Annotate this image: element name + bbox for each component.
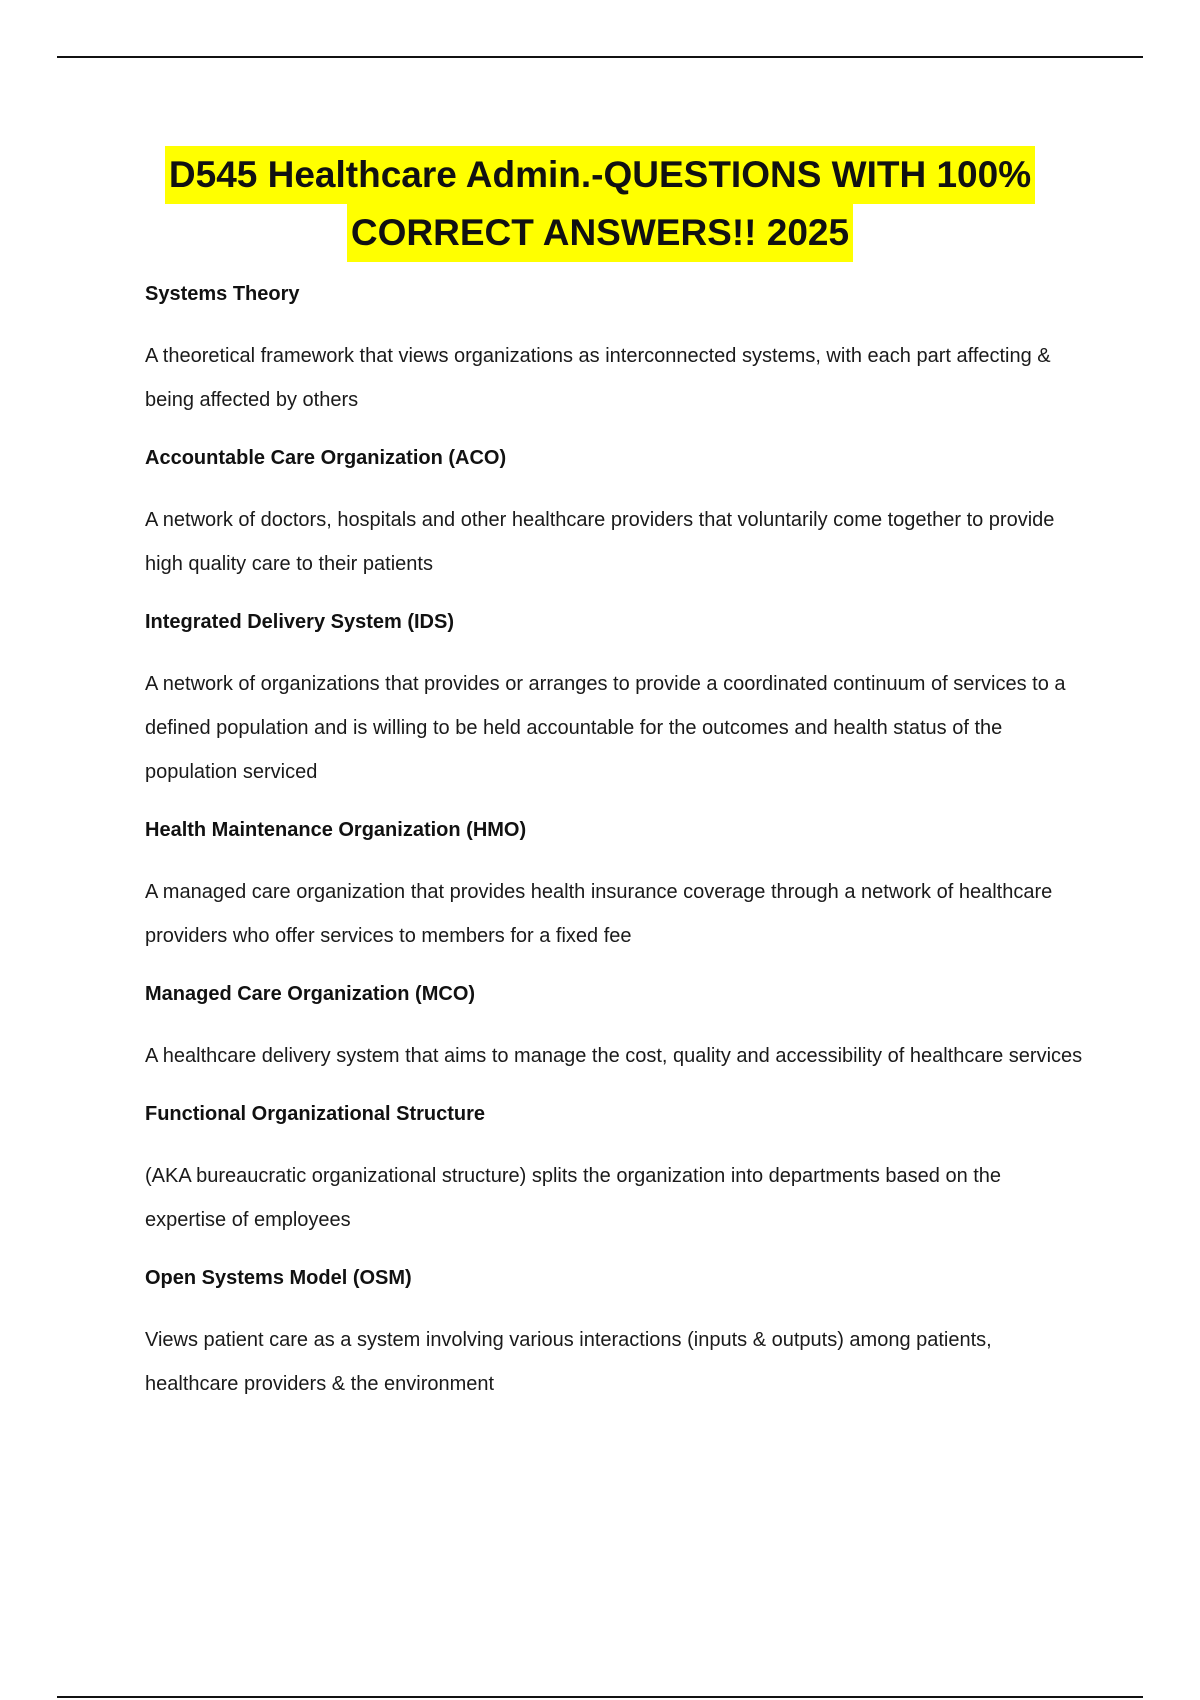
entry-hmo	[145, 810, 1085, 958]
header-rule	[57, 56, 1143, 58]
entry-aco	[145, 438, 1085, 586]
term-definition: (AKA bureaucratic organizational structure) splits the organization into departments based on the expertise of employees	[145, 1165, 1002, 1231]
title-line-2: CORRECT ANSWERS!! 2025	[347, 204, 853, 262]
term-definition: A theoretical framework that views organizations as interconnected systems, with each part affecting & being affected by others	[145, 345, 1051, 411]
term-heading: Integrated Delivery System (IDS)	[145, 611, 454, 633]
term-heading: Functional Organizational Structure	[145, 1103, 486, 1125]
title-line-1: D545 Healthcare Admin.-QUESTIONS WITH 100%	[165, 146, 1035, 204]
flashcard-list	[145, 274, 1085, 1422]
entry-ids	[145, 602, 1085, 794]
term-definition: A healthcare delivery system that aims to manage the cost, quality and accessibility of healthcare services	[145, 1045, 1083, 1067]
entry-osm	[145, 1258, 1085, 1406]
term-definition: A network of doctors, hospitals and other healthcare providers that voluntarily come together to provide high quality care to their patients	[145, 509, 1055, 575]
term-heading: Open Systems Model (OSM)	[145, 1267, 412, 1289]
entry-systems-theory	[145, 274, 1085, 422]
term-heading: Accountable Care Organization (ACO)	[145, 447, 507, 469]
term-heading: Systems Theory	[145, 283, 300, 305]
document-title	[57, 146, 1143, 262]
term-heading: Managed Care Organization (MCO)	[145, 983, 476, 1005]
term-definition: A managed care organization that provides health insurance coverage through a network of healthcare providers who offer services to members for a fixed fee	[145, 881, 1053, 947]
entry-mco	[145, 974, 1085, 1078]
entry-functional-structure	[145, 1094, 1085, 1242]
term-definition: Views patient care as a system involving various interactions (inputs & outputs) among patients, healthcare providers & the environment	[145, 1329, 992, 1395]
term-definition: A network of organizations that provides or arranges to provide a coordinated continuum of services to a defined population and is willing to be held accountable for the outcomes and health status of the population serviced	[145, 673, 1066, 783]
term-heading: Health Maintenance Organization (HMO)	[145, 819, 527, 841]
footer-rule	[57, 1696, 1143, 1698]
